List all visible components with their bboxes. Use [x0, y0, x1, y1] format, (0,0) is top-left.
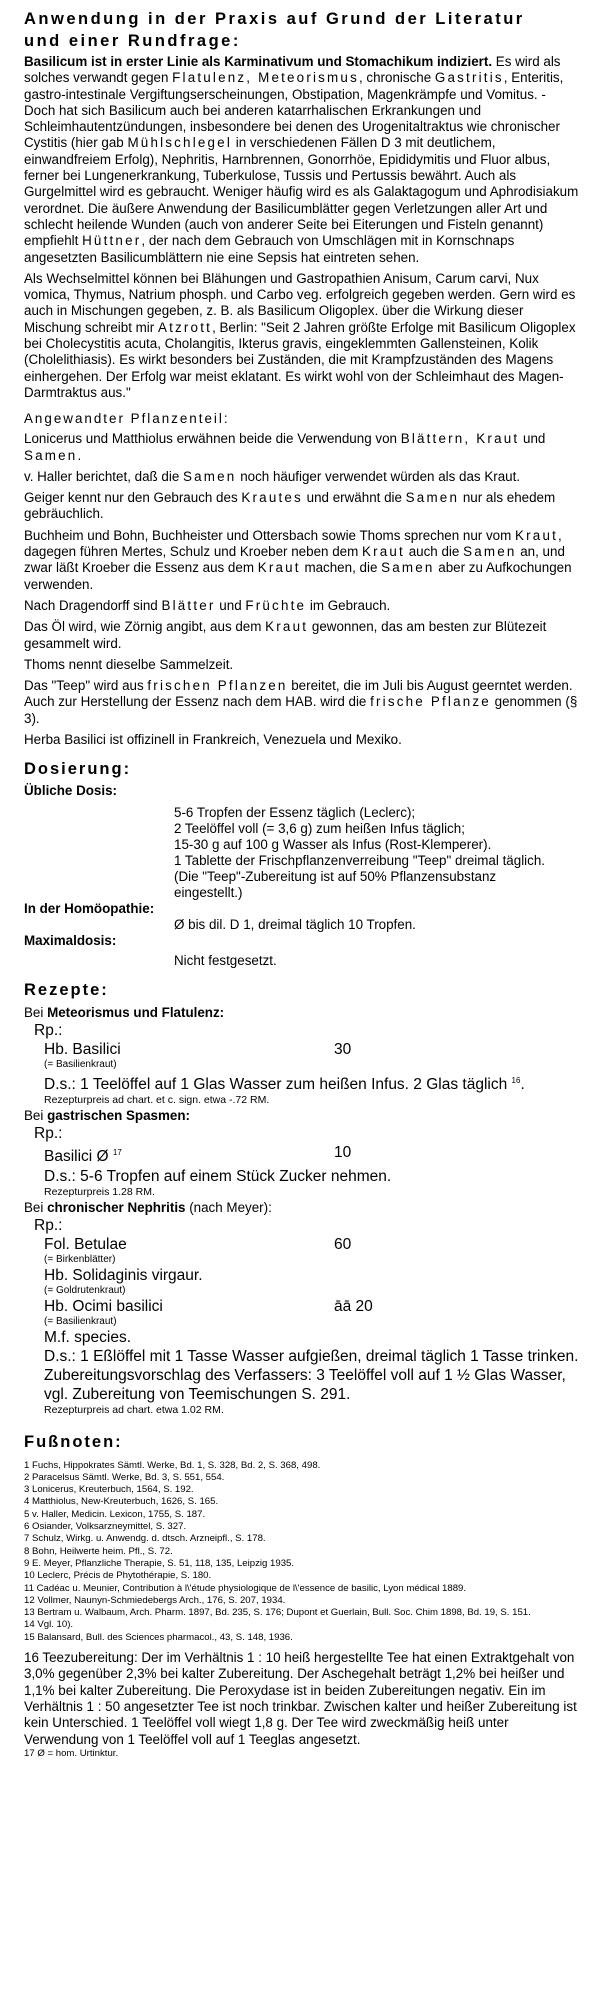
- section-heading-anwendung-line2: und einer Rundfrage:: [24, 32, 241, 50]
- ingredient-synonym: (= Basilienkraut): [44, 1059, 117, 1071]
- recipe-mf: M.f. species.: [44, 1328, 131, 1346]
- plant-part-p7: Thoms nennt dieselbe Sammelzeit.: [24, 656, 234, 672]
- footnote: 12 Vollmer, Naunyn-Schmiedebergs Arch., 176, S. 207, 1934.: [24, 1594, 286, 1606]
- ingredient-synonym: (= Basilienkraut): [44, 1315, 117, 1327]
- usual-dose-line: 15-30 g auf 100 g Wasser als Infus (Rost-Klemperer).: [174, 837, 492, 853]
- intro-paragraph: Basilicum ist in erster Linie als Karminativum und Stomachikum indiziert. Es wird als solches verwandt gegen Flatulenz, Meteorismus, chronische Gastritis, Enteritis, gastro-intestinale Vergiftungserscheinungen, Obstipation, Magenkrämpfe und Vomitus. - Doch hat sich Basilicum auch bei anderen katarrhalischen Erkrankungen und Schleimhautentzündungen, insbesondere bei denen des Urogenitaltraktus wie chronischer Cystitis (hier gab Mühlschlegel in verschiedenen Fällen D 3 mit deutlichem, einwandfreiem Erfolg), Nephritis, Harnbrennen, Gonorrhöe, Epididymitis und Fluor albus, ferner bei Lungenerkrankung, Tuberkulose, Tussis und Pertussis bewährt. Auch als Gurgelmittel wird es gebraucht. Weniger häufig wird es als Galaktagogum und Aphrodisiakum verordnet. Die äußere Anwendung der Basilicumblätter gegen Verletzungen aller Art und schlecht heilende Wunden (auch von anderer Seite bei Eiterungen und Fisteln genannt) empfiehlt Hüttner, der nach dem Gebrauch von Umschlägen mit in Kornschnaps angesetzten Basilicumblättern nie eine Sepsis hat eintreten sehen.: [24, 54, 579, 265]
- homeopathy-dose: Ø bis dil. D 1, dreimal täglich 10 Tropfen.: [174, 917, 416, 933]
- footnote-17: 17 Ø = hom. Urtinktur.: [24, 1747, 119, 1759]
- wechselmittel-paragraph: Als Wechselmittel können bei Blähungen und Gastropathien Anisum, Carum carvi, Nux vomica, Thymus, Natrium phosph. und Carbo veg. erfolgreich gegeben werden. Gern wird es auch in Mischungen gegeben, z. B. als Basilicum Oligoplex. über die Wirkung dieser Mischung schreibt mir Atzrott, Berlin: "Seit 2 Jahren größte Erfolge mit Basilicum Oligoplex bei Cholecystitis acuta, Cholangitis, Ikterus gravis, eingeklemmten Gallensteinen, Kolik (Cholelithiasis). Es wirkt besonders bei Zuständen, die mit Krampfzuständen des Magens einhergehen. Der Erfolg war meist eklatant. Es wirkt wohl von der Schleimhaut des Magen-Darmtraktus aus.": [24, 270, 576, 400]
- footnote: 11 Cadéac u. Meunier, Contribution à l\'étude physiologique de l\'essence de basilic, Lyon médical 1889.: [24, 1582, 467, 1594]
- usual-dose-line: (Die "Teep"-Zubereitung ist auf 50% Pflanzensubstanz: [174, 869, 497, 885]
- recipe-signatura: D.s.: 5-6 Tropfen auf einem Stück Zucker nehmen.: [44, 1167, 392, 1185]
- recipe-lead: Bei chronischer Nephritis (nach Meyer):: [24, 1199, 272, 1215]
- recipe-signatura: D.s.: 1 Eßlöffel mit 1 Tasse Wasser aufgießen, dreimal täglich 1 Tasse trinken.: [44, 1347, 579, 1365]
- document: [24, 10, 580, 1760]
- recipe-lead: Bei Meteorismus und Flatulenz:: [24, 1005, 225, 1021]
- ingredient-synonym: (= Goldrutenkraut): [44, 1284, 126, 1296]
- footnotes-heading: Fußnoten:: [24, 1432, 123, 1451]
- plant-part-p4: Buchheim und Bohn, Buchheister und Ottersbach sowie Thoms sprechen nur vom Kraut, dagegen führen Mertes, Schulz und Kroeber neben dem Kraut auch die Samen an, und zwar läßt Kroeber die Essenz aus dem Kraut machen, die Samen aber zu Aufkochungen verwenden.: [24, 527, 572, 592]
- recipe-ingredient: Fol. Betulae 60: [44, 1235, 352, 1253]
- plant-part-p5: Nach Dragendorff sind Blätter und Früchte im Gebrauch.: [24, 597, 391, 613]
- footnote: 13 Bertram u. Walbaum, Arch. Pharm. 1897, Bd. 235, S. 176; Dupont et Guerlain, Bull. Soc. Chim 1898, Bd. 19, S. 151.: [24, 1607, 531, 1619]
- recipe-rp: Rp.:: [34, 1022, 63, 1040]
- recipe-lead: Bei gastrischen Spasmen:: [24, 1108, 190, 1124]
- recipe-signatura: D.s.: 1 Teelöffel auf 1 Glas Wasser zum heißen Infus. 2 Glas täglich $^{16}$.: [44, 1076, 525, 1094]
- plant-part-p9: Herba Basilici ist offizinell in Frankreich, Venezuela und Mexiko.: [24, 731, 402, 747]
- plant-part-p1: Lonicerus und Matthiolus erwähnen beide die Verwendung von Blättern, Kraut und Samen.: [24, 431, 546, 463]
- footnote: 9 E. Meyer, Pflanzliche Therapie, S. 51, 118, 135, Leipzig 1935.: [24, 1557, 295, 1569]
- max-dose-value: Nicht festgesetzt.: [174, 953, 277, 969]
- recipe-suggestion: Zubereitungsvorschlag des Verfassers: 3 Teelöffel voll auf 1 ½ Glas Wasser, vgl. Zubereitung von Teemischungen S. 291.: [44, 1366, 566, 1403]
- plant-part-p6: Das Öl wird, wie Zörnig angibt, aus dem Kraut gewonnen, das am besten zur Blütezeit gesammelt wird.: [24, 619, 547, 651]
- usual-dose-label: Übliche Dosis:: [24, 783, 118, 799]
- footnote: 10 Leclerc, Précis de Phytothérapie, S. 180.: [24, 1570, 212, 1582]
- recipe-ingredient: Basilici Ø $^{17}$ 10: [44, 1144, 352, 1166]
- usual-dose-line: 2 Teelöffel voll (= 3,6 g) zum heißen Infus täglich;: [174, 821, 465, 837]
- recipes-heading: Rezepte:: [24, 981, 109, 1000]
- footnote: 5 v. Haller, Medicin. Lexicon, 1755, S. 187.: [24, 1508, 206, 1520]
- footnote: 6 Osiander, Volksarzneymittel, S. 327.: [24, 1521, 187, 1533]
- plant-part-heading: Angewandter Pflanzenteil:: [24, 411, 230, 427]
- recipe-price: Rezepturpreis ad chart. etwa 1.02 RM.: [44, 1403, 224, 1416]
- recipe-ingredient: Hb. Basilici 30: [44, 1041, 352, 1059]
- recipe-price: Rezepturpreis ad chart. et c. sign. etwa -.72 RM.: [44, 1094, 270, 1107]
- footnote: 4 Matthiolus, New-Kreuterbuch, 1626, S. 165.: [24, 1496, 219, 1508]
- homeopathy-label: In der Homöopathie:: [24, 901, 155, 917]
- footnote: 15 Balansard, Bull. des Sciences pharmacol., 43, S. 148, 1936.: [24, 1631, 293, 1643]
- footnote: 7 Schulz, Wirkg. u. Anwendg. d. dtsch. Arzneipfl., S. 178.: [24, 1533, 266, 1545]
- dosage-heading: Dosierung:: [24, 760, 132, 779]
- recipe-rp: Rp.:: [34, 1216, 63, 1234]
- recipe-rp: Rp.:: [34, 1125, 63, 1143]
- plant-part-p8: Das "Teep" wird aus frischen Pflanzen bereitet, die im Juli bis August geerntet werden. Auch zur Herstellung der Essenz nach dem HAB. wird die frische Pflanze genommen (§ 3).: [24, 678, 578, 726]
- plant-part-p3: Geiger kennt nur den Gebrauch des Krautes und erwähnt die Samen nur als ehedem gebräuchlich.: [24, 490, 556, 522]
- usual-dose-line: 1 Tablette der Frischpflanzenverreibung "Teep" dreimal täglich.: [174, 853, 546, 869]
- ingredient-synonym: (= Birkenblätter): [44, 1253, 116, 1265]
- recipe-ingredient: Hb. Solidaginis virgaur.: [44, 1266, 203, 1284]
- footnote: 8 Bohn, Heilwerte heim. Pfl., S. 72.: [24, 1545, 173, 1557]
- usual-dose-line: eingestellt.): [174, 885, 243, 901]
- max-dose-label: Maximaldosis:: [24, 933, 117, 949]
- intro-bold: Basilicum ist in erster Linie als Karminativum und Stomachikum indiziert.: [24, 54, 493, 69]
- footnote: 3 Lonicerus, Kreuterbuch, 1564, S. 192.: [24, 1484, 194, 1496]
- section-heading-anwendung: Anwendung in der Praxis auf Grund der Literatur: [24, 10, 525, 28]
- footnote: 2 Paracelsus Sämtl. Werke, Bd. 3, S. 551, 554.: [24, 1471, 225, 1483]
- footnote: 14 Vgl. 10).: [24, 1619, 74, 1631]
- footnote-16: 16 Teezubereitung: Der im Verhältnis 1 : 10 heiß hergestellte Tee hat einen Extraktgehalt von 3,0% gegenüber 2,3% bei kalter Zubereitung. Der Aschegehalt beträgt 1,2% bei heißer und 1,1% bei kalter Zubereitung. Die Peroxydase ist in beiden Zubereitungen negativ. Ein im Verhältnis 1 : 50 angesetzter Tee ist noch trinkbar. Zwischen kalter und heißer Zubereitung ist kein Unterschied. 1 Teelöffel voll wiegt 1,8 g. Der Tee wird zweckmäßig heiß unter Verwendung von 1 Teelöffel voll auf 1 Teeglas angesetzt.: [24, 1650, 577, 1747]
- usual-dose-line: 5-6 Tropfen der Essenz täglich (Leclerc);: [174, 805, 416, 821]
- footnote: 1 Fuchs, Hippokrates Sämtl. Werke, Bd. 1, S. 328, Bd. 2, S. 368, 498.: [24, 1459, 321, 1471]
- recipe-ingredient: Hb. Ocimi basilici āā 20: [44, 1297, 373, 1315]
- plant-part-p2: v. Haller berichtet, daß die Samen noch häufiger verwendet würden als das Kraut.: [24, 468, 521, 484]
- recipe-price: Rezepturpreis 1.28 RM.: [44, 1185, 155, 1198]
